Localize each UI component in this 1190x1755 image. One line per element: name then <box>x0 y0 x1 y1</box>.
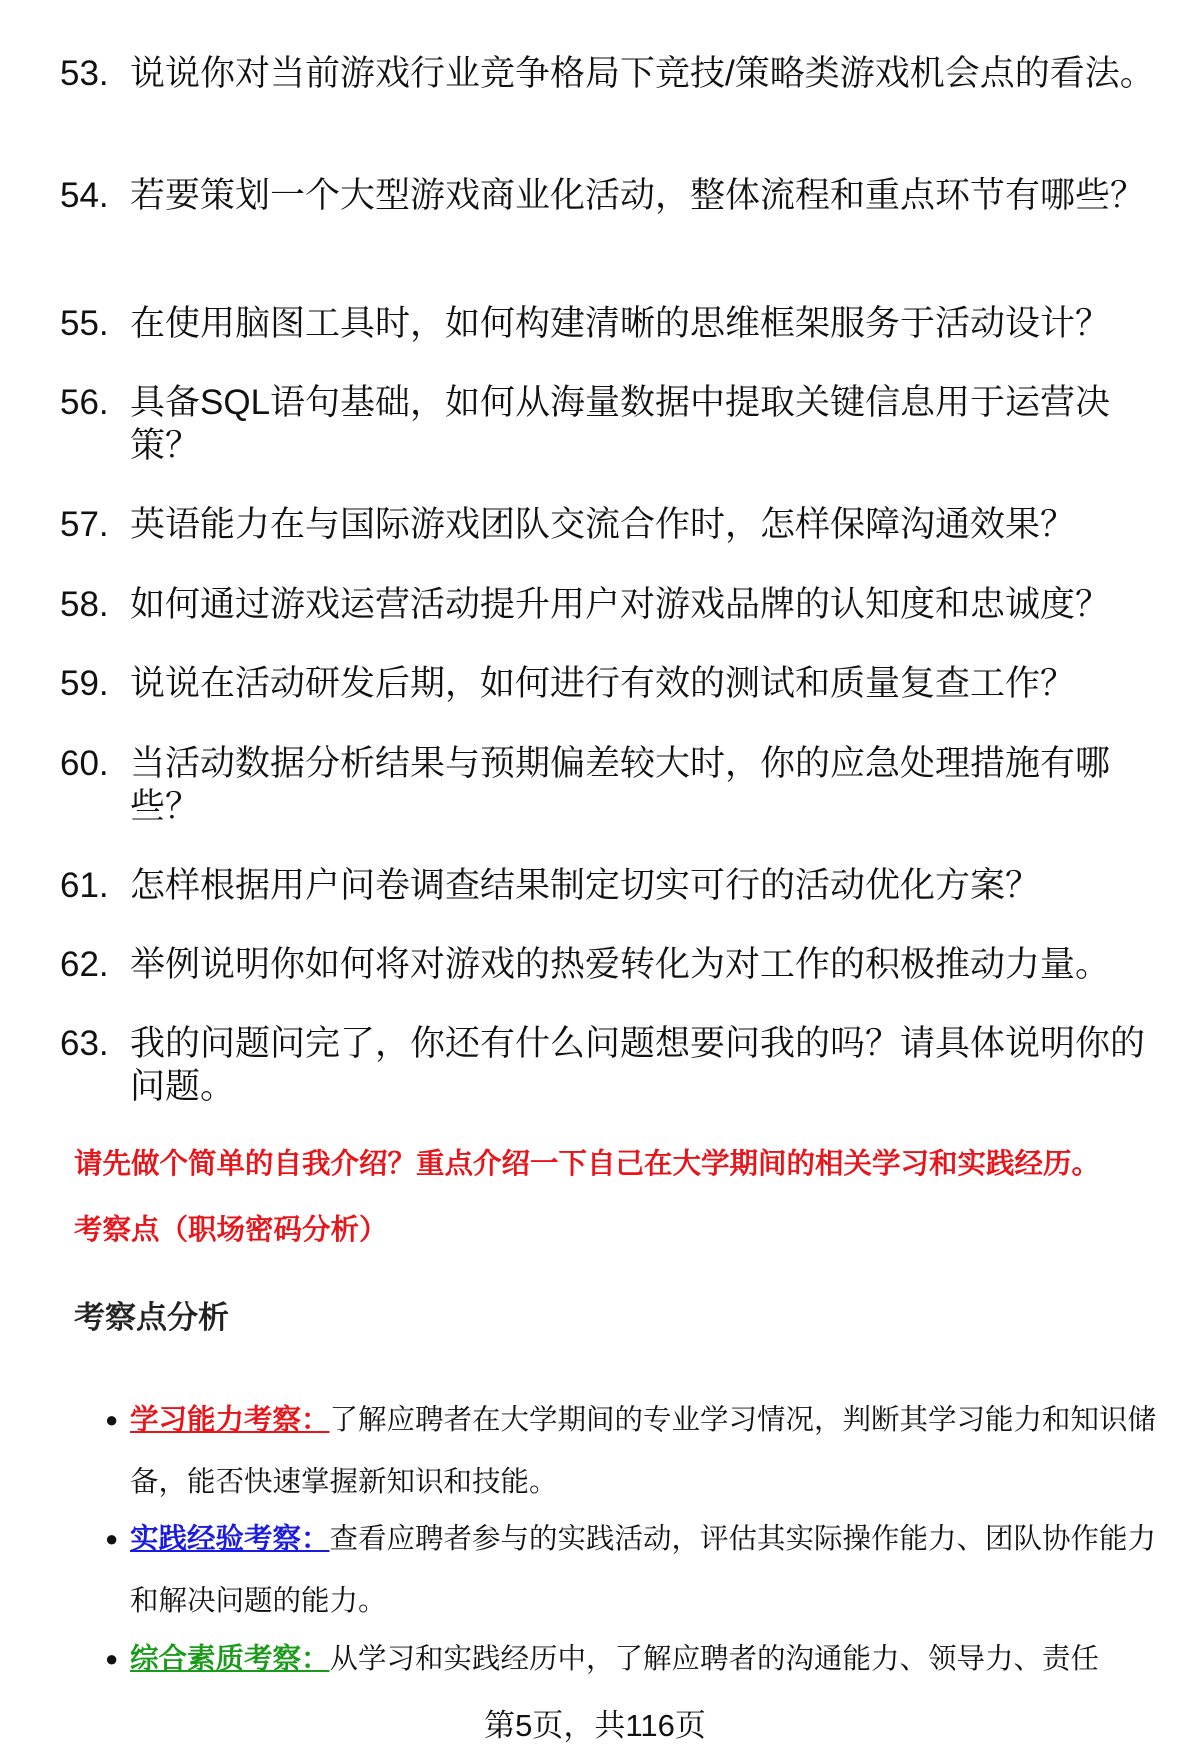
highlight-question: 请先做个简单的自我介绍？重点介绍一下自己在大学期间的相关学习和实践经历。 <box>74 1148 1101 1180</box>
question-text: 说说在活动研发后期，如何进行有效的测试和质量复查工作？ <box>130 664 1076 703</box>
question-number: 54. <box>60 176 109 215</box>
question-number: 61. <box>60 866 109 905</box>
bullet-label: 综合素质考察： <box>130 1643 330 1675</box>
bullet-item <box>105 1389 1165 1513</box>
question-number: 56. <box>60 383 109 422</box>
bullet-item <box>105 1508 1165 1632</box>
question-number: 53. <box>60 54 109 93</box>
question-number: 62. <box>60 945 109 984</box>
bullet-item <box>105 1628 1165 1690</box>
page-footer: 第5页，共116页 <box>484 1708 706 1743</box>
analysis-subtitle: 考察点（职场密码分析） <box>74 1214 388 1246</box>
question-text: 具备SQL语句基础，如何从海量数据中提取关键信息用于运营决策？ <box>130 383 1111 465</box>
question-number: 60. <box>60 744 109 783</box>
question-text: 如何通过游戏运营活动提升用户对游戏品牌的认知度和忠诚度？ <box>130 585 1111 624</box>
bullet-text: 从学习和实践经历中，了解应聘者的沟通能力、领导力、责任 <box>329 1643 1100 1675</box>
question-text: 我的问题问完了，你还有什么问题想要问我的吗？请具体说明你的问题。 <box>130 1024 1146 1106</box>
question-number: 55. <box>60 304 109 343</box>
bullet-icon: ● <box>105 1526 119 1551</box>
question-text: 说说你对当前游戏行业竞争格局下竞技/策略类游戏机会点的看法。 <box>130 54 1155 93</box>
question-number: 58. <box>60 585 109 624</box>
question-number: 57. <box>60 505 109 544</box>
question-number: 59. <box>60 664 109 703</box>
section-heading: 考察点分析 <box>74 1300 229 1335</box>
question-number: 63. <box>60 1024 109 1063</box>
bullet-icon: ● <box>105 1407 119 1432</box>
bullet-text: 查看应聘者参与的实践活动，评估其实际操作能力、团队协作能力和解决问题的能力。 <box>130 1523 1157 1617</box>
bullet-icon: ● <box>105 1646 119 1671</box>
bullet-label: 实践经验考察： <box>130 1523 330 1555</box>
bullet-label: 学习能力考察： <box>130 1404 330 1436</box>
question-text: 怎样根据用户问卷调查结果制定切实可行的活动优化方案？ <box>130 866 1041 905</box>
question-text: 若要策划一个大型游戏商业化活动，整体流程和重点环节有哪些？ <box>130 176 1146 215</box>
question-text: 举例说明你如何将对游戏的热爱转化为对工作的积极推动力量。 <box>130 945 1111 984</box>
question-text: 当活动数据分析结果与预期偏差较大时，你的应急处理措施有哪些？ <box>130 744 1111 826</box>
question-text: 在使用脑图工具时，如何构建清晰的思维框架服务于活动设计？ <box>130 304 1111 343</box>
bullet-text: 了解应聘者在大学期间的专业学习情况，判断其学习能力和知识储备，能否快速掌握新知识和技能。 <box>130 1404 1157 1498</box>
question-text: 英语能力在与国际游戏团队交流合作时，怎样保障沟通效果？ <box>130 505 1076 544</box>
